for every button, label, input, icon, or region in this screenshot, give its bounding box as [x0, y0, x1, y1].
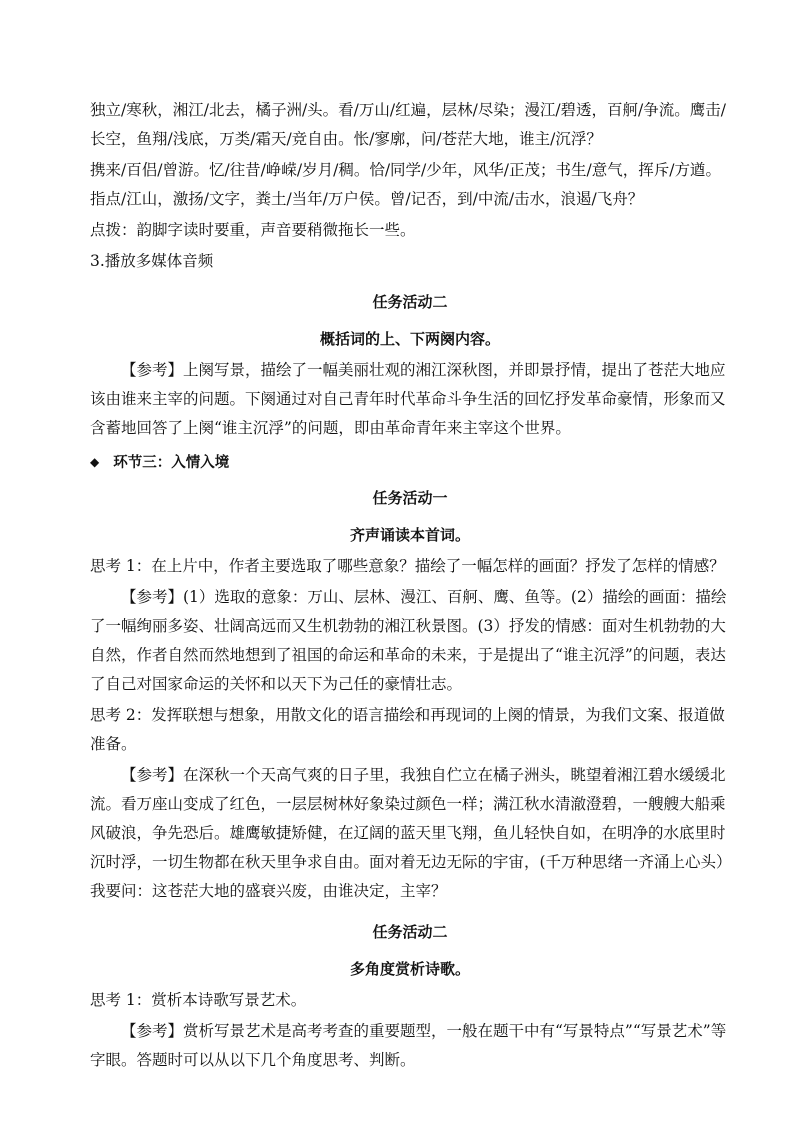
question-3: 思考 1：赏析本诗歌写景艺术。 [90, 991, 307, 1009]
task-answer-2a: 【参考】上阕写景，描绘了一幅美丽壮观的湘江深秋图，并即景抒情，提出了苍茫大地应该由谁来主宰的问题。下阕通过对自己青年时代革命斗争生活的回忆抒发革命豪情，形象而又含蓄地回答了上阕“谁主沉浮”的问题，即由革命青年来主宰这个世界。 [90, 361, 726, 437]
task-heading-2b: 任务活动二 [372, 923, 448, 941]
task-heading-1: 任务活动一 [372, 489, 448, 507]
answer-3: 【参考】赏析写景艺术是高考考查的重要题型，一般在题干中有“写景特点”“写景艺术”等字眼。答题时可以从以下几个角度思考、判断。 [90, 1022, 727, 1069]
answer-1: 【参考】(1）选取的意象：万山、层林、漫江、百舸、鹰、鱼等。(2）描绘的画面：描绘了一幅绚丽多姿、壮阔高远而又生机勃勃的湘江秋景图。(3）抒发的情感：面对生机勃勃的大自然，作者自然而然地想到了祖国的命运和革命的未来，于是提出了“谁主沉浮”的问题，表达了自己对国家命运的关怀和以天下为己任的豪情壮志。 [90, 588, 727, 693]
question-2: 思考 2：发挥联想与想象，用散文化的语言描绘和再现词的上阕的情景，为我们文案、报道做准备。 [90, 706, 725, 753]
recitation-paragraph-1: 独立/寒秋，湘江/北去，橘子洲/头。看/万山/红遍，层林/尽染；漫江/碧透，百舸/争流。鹰击/长空，鱼翔/浅底，万类/霜天/竞自由。怅/寥廓，问/苍茫大地，谁主/沉浮？ [90, 101, 727, 148]
document-body [90, 96, 730, 1075]
answer-2: 【参考】在深秋一个天高气爽的日子里，我独自伫立在橘子洲头，眺望着湘江碧水缓缓北流。看万座山变成了红色，一层层树林好象染过颜色一样；满江秋水清澈澄碧，一艘艘大船乘风破浪，争先恐后。雄鹰敏捷矫健，在辽阔的蓝天里飞翔，鱼儿轻快自如，在明净的水底里时沉时浮，一切生物都在秋天里争求自由。面对着无边无际的宇宙，(千万种思绪一齐涌上心头）我要问：这苍茫大地的盛衰兴废，由谁决定，主宰？ [90, 766, 726, 900]
task-heading-2a: 任务活动二 [372, 293, 448, 311]
question-1: 思考 1：在上片中，作者主要选取了哪些意象？描绘了一幅怎样的画面？抒发了怎样的情感？ [90, 557, 725, 575]
reading-tip: 点拨：韵脚字读时要重，声音要稍微拖长一些。 [90, 221, 416, 239]
task-subtitle-2a: 概括词的上、下两阕内容。 [319, 330, 500, 348]
task-subtitle-1: 齐声诵读本首词。 [349, 526, 470, 544]
section-3-title: 环节三：入情入境 [113, 454, 230, 471]
section-3-heading [90, 451, 730, 472]
diamond-bullet-icon: ◆ [90, 454, 100, 469]
task-subtitle-2b: 多角度赏析诗歌。 [349, 960, 470, 978]
step-3-heading: 3.播放多媒体音频 [90, 252, 214, 270]
recitation-paragraph-2: 携来/百侣/曾游。忆/往昔/峥嵘/岁月/稠。恰/同学/少年，风华/正茂；书生/意气，挥斥/方遒。指点/江山，激扬/文字，粪土/当年/万户侯。曾/记否，到/中流/击水，浪遏/飞舟？ [90, 161, 721, 208]
